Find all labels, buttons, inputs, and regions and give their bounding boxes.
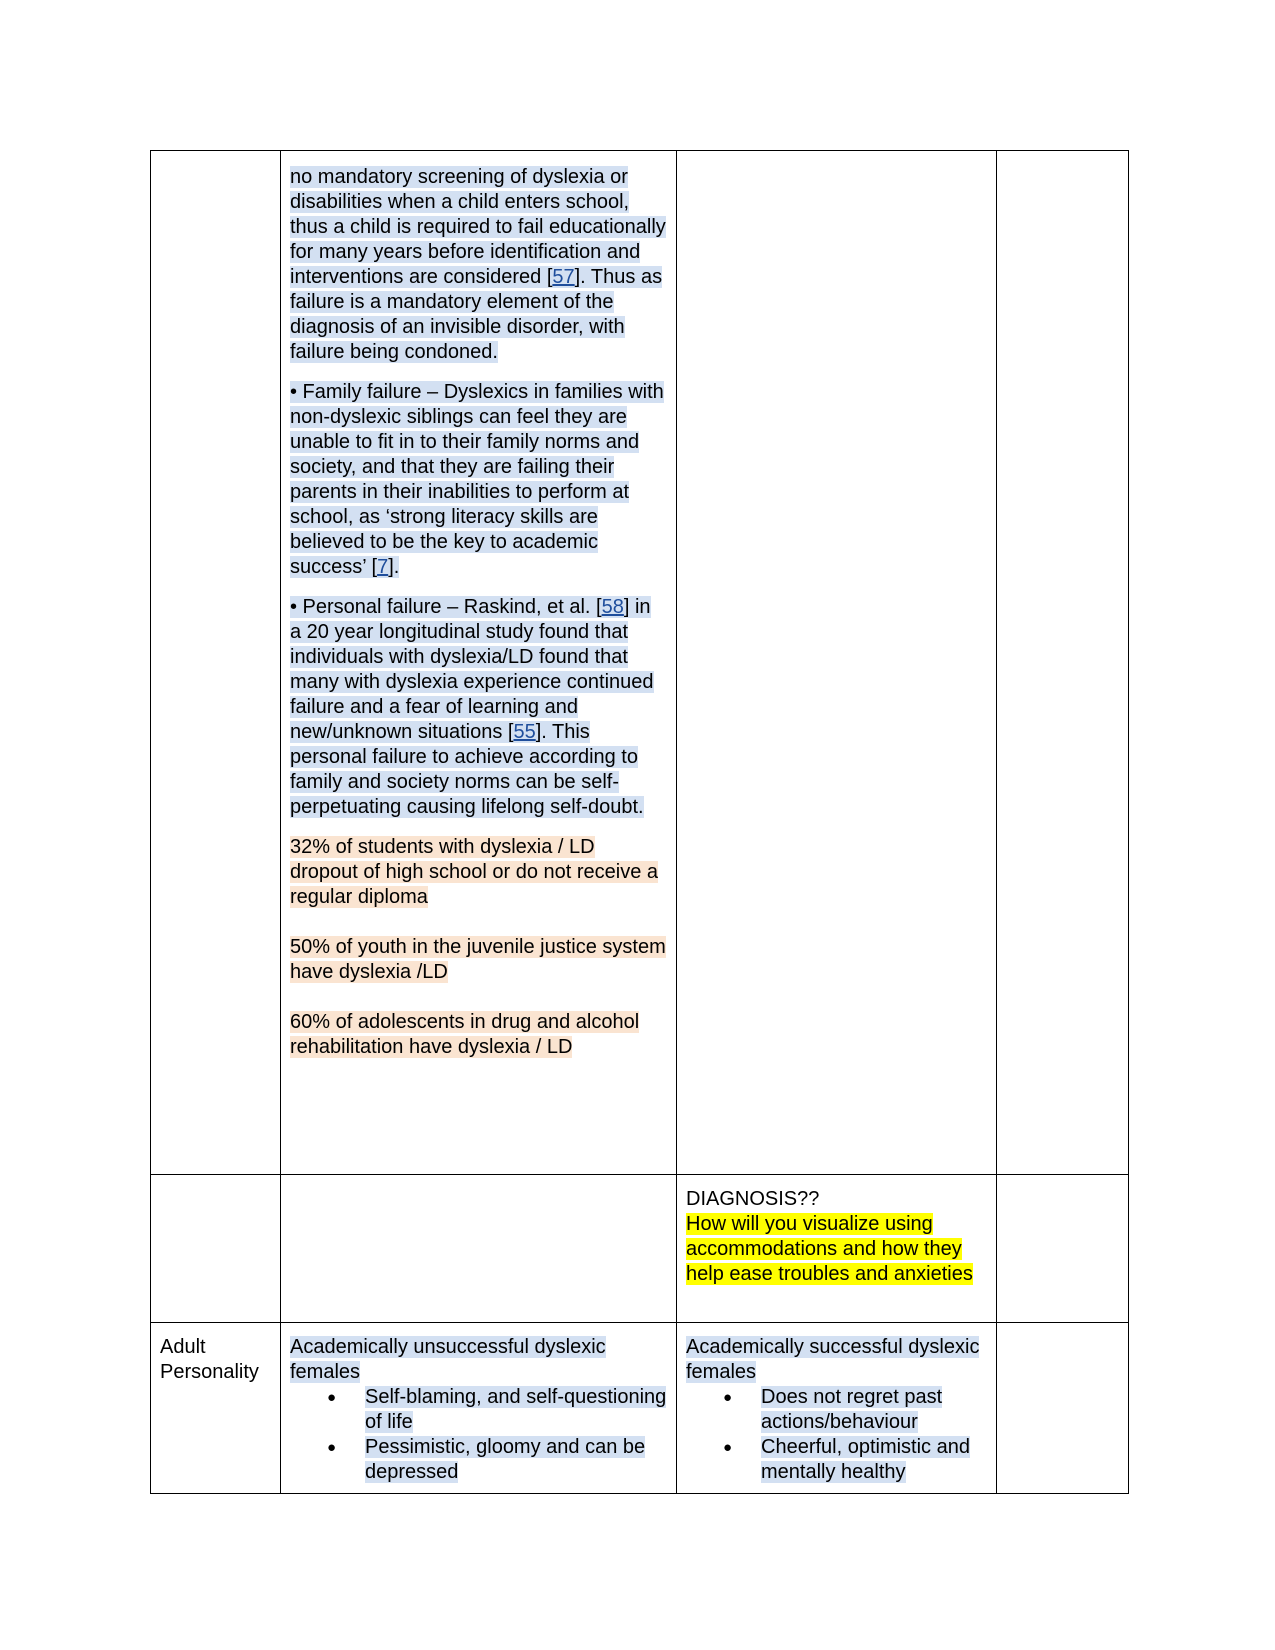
- table-row: [151, 1323, 1129, 1494]
- successful-females-heading: Academically successful dyslexic females: [686, 1336, 980, 1383]
- list-item: ● Cheerful, optimistic and mentally healthy: [761, 1435, 987, 1485]
- table-cell-empty: [997, 1175, 1129, 1323]
- table-cell-empty: [997, 1323, 1129, 1494]
- table-cell-empty: [151, 151, 281, 1175]
- table-cell-empty: [997, 151, 1129, 1175]
- family-failure-paragraph: • Family failure – Dyslexics in families with non-dyslexic siblings can feel they are unable to fit in to their family norms and society, and that they are failing their parents in their inabilities to perform at school, as ‘strong literacy skills are believed to be the key to academic success’ [7].: [290, 381, 664, 578]
- list-item: ● Does not regret past actions/behaviour: [761, 1385, 987, 1435]
- table-row: [151, 1175, 1129, 1323]
- failure-description-cell: [281, 151, 677, 1175]
- unsuccessful-females-cell: [281, 1323, 677, 1494]
- statistic-juvenile-justice: 50% of youth in the juvenile justice system have dyslexia /LD: [290, 936, 666, 983]
- successful-traits-list: [686, 1385, 987, 1485]
- adult-personality-label: Adult Personality: [151, 1323, 281, 1494]
- table-row: [151, 151, 1129, 1175]
- diagnosis-heading: DIAGNOSIS??: [686, 1188, 820, 1210]
- table-cell-empty: [677, 151, 997, 1175]
- list-item: ● Self-blaming, and self-questioning of life: [365, 1385, 667, 1435]
- diagnosis-question: How will you visualize using accommodations and how they help ease troubles and anxieties: [686, 1213, 973, 1285]
- successful-females-cell: [677, 1323, 997, 1494]
- table-cell-empty: [151, 1175, 281, 1323]
- diagnosis-cell: [677, 1175, 997, 1323]
- statistic-dropout: 32% of students with dyslexia / LD dropout of high school or do not receive a regular diploma: [290, 836, 659, 908]
- document-table: [150, 150, 1129, 1494]
- list-item: ● Pessimistic, gloomy and can be depressed: [365, 1435, 667, 1485]
- table-cell-empty: [281, 1175, 677, 1323]
- citation-link-58[interactable]: 58: [601, 596, 624, 618]
- citation-link-57[interactable]: 57: [552, 266, 575, 288]
- personal-failure-paragraph: • Personal failure – Raskind, et al. [58] in a 20 year longitudinal study found that individuals with dyslexia/LD found that many with dyslexia experience continued failure and a fear of learning and new/unknown situations [55]. This personal failure to achieve according to family and society norms can be self-perpetuating causing lifelong self-doubt.: [290, 596, 654, 818]
- citation-link-7[interactable]: 7: [377, 556, 389, 578]
- unsuccessful-females-heading: Academically unsuccessful dyslexic females: [290, 1336, 606, 1383]
- citation-link-55[interactable]: 55: [513, 721, 536, 743]
- school-failure-paragraph: no mandatory screening of dyslexia or disabilities when a child enters school, thus a child is required to fail educationally for many years before identification and interventions are considered [57]. Thus as failure is a mandatory element of the diagnosis of an invisible disorder, with failure being condoned.: [290, 166, 666, 363]
- statistic-rehabilitation: 60% of adolescents in drug and alcohol rehabilitation have dyslexia / LD: [290, 1011, 640, 1058]
- unsuccessful-traits-list: [290, 1385, 667, 1485]
